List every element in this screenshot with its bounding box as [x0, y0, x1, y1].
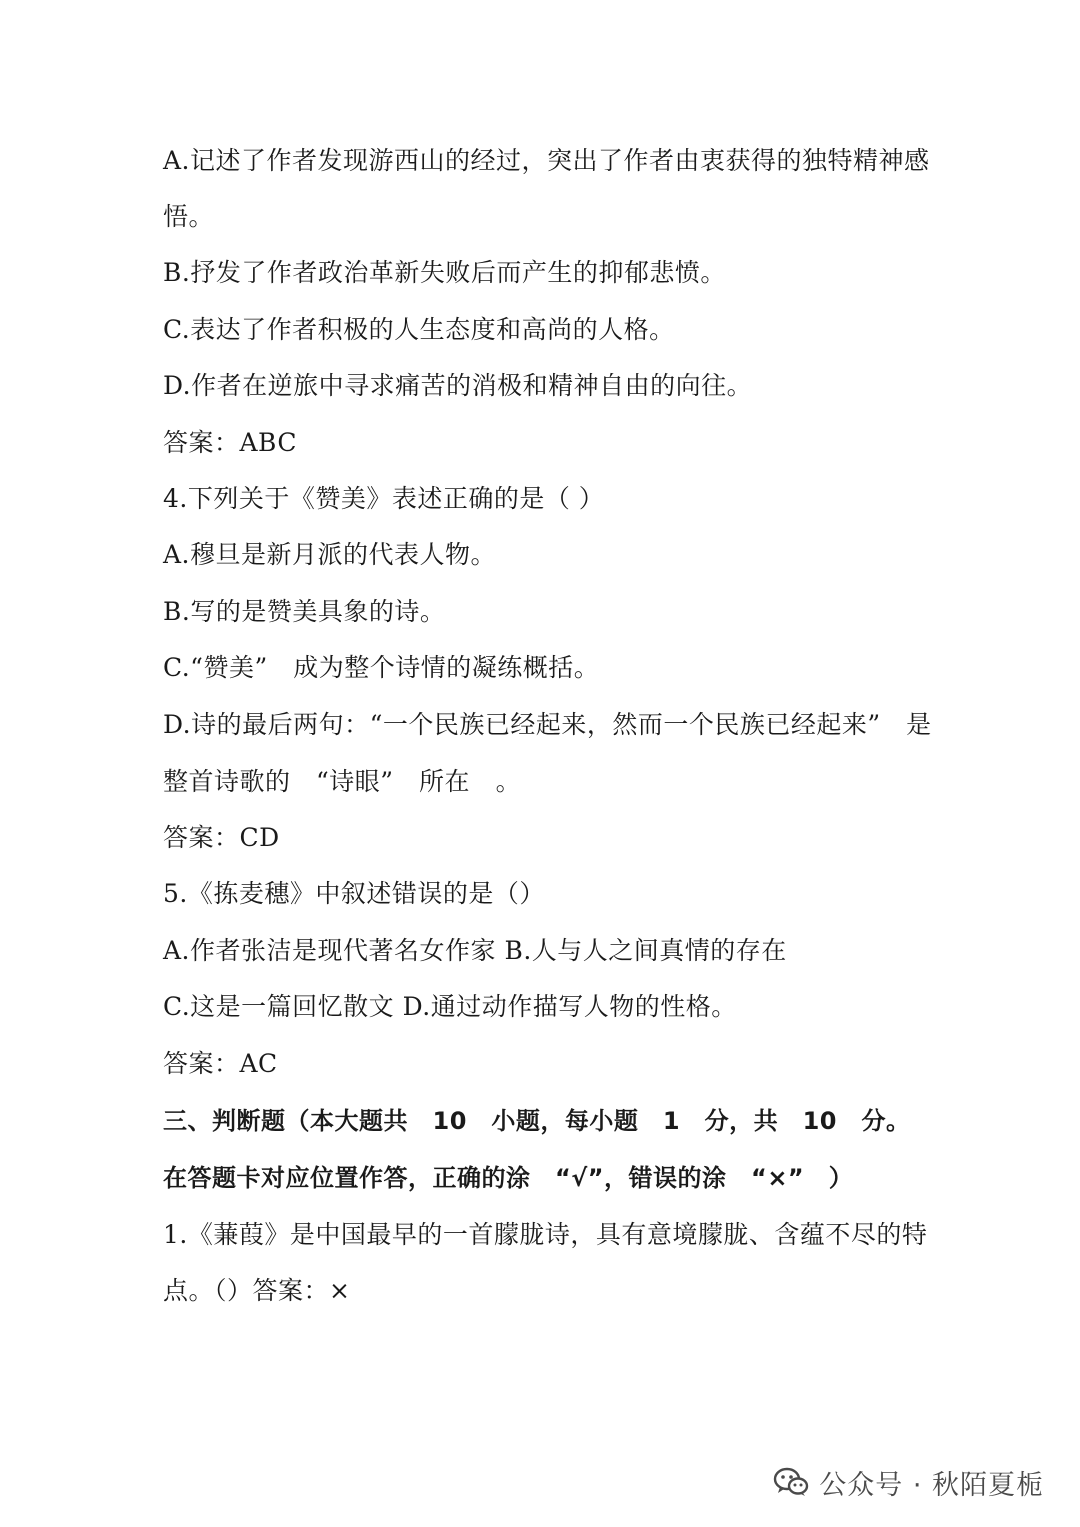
judge-question-1-line-1: 1.《蒹葭》是中国最早的一首朦胧诗，具有意境朦胧、含蕴不尽的特 [163, 1220, 928, 1249]
option-a-line-1: A.记述了作者发现游西山的经过，突出了作者由衷获得的独特精神感 [163, 146, 930, 175]
q4-option-a: A.穆旦是新月派的代表人物。 [163, 540, 497, 569]
watermark-text: 公众号 · 秋陌夏栀 [819, 1469, 1044, 1501]
q5-options-cd: C.这是一篇回忆散文 D.通过动作描写人物的性格。 [163, 992, 737, 1021]
option-c: C.表达了作者积极的人生态度和高尚的人格。 [163, 315, 675, 344]
answer-4: 答案：CD [163, 823, 280, 852]
option-b: B.抒发了作者政治革新失败后而产生的抑郁悲愤。 [163, 258, 726, 287]
question-4: 4.下列关于《赞美》表述正确的是（ ） [163, 484, 605, 513]
q4-option-c: C.“赞美” 成为整个诗情的凝练概括。 [163, 653, 600, 682]
answer-3: 答案：ABC [163, 428, 298, 457]
answer-5: 答案：AC [163, 1049, 278, 1078]
option-d: D.作者在逆旅中寻求痛苦的消极和精神自由的向往。 [163, 371, 753, 400]
q4-option-d-line-1: D.诗的最后两句：“一个民族已经起来，然而一个民族已经起来” 是 [163, 710, 932, 739]
section-heading-line-1: 三、判断题（本大题共 10 小题，每小题 1 分，共 10 分。 [163, 1107, 911, 1135]
q4-option-d-line-2: 整首诗歌的 “诗眼” 所在 。 [163, 767, 522, 796]
q5-options-ab: A.作者张洁是现代著名女作家 B.人与人之间真情的存在 [163, 936, 787, 965]
section-heading-line-2: 在答题卡对应位置作答，正确的涂 “√”，错误的涂 “×” ） [163, 1164, 854, 1192]
q4-option-b: B.写的是赞美具象的诗。 [163, 597, 446, 626]
option-a-line-2: 悟。 [163, 202, 215, 231]
question-5: 5.《拣麦穗》中叙述错误的是（） [163, 879, 545, 908]
watermark [773, 1462, 1044, 1502]
judge-question-1-line-2: 点。（）答案：× [163, 1276, 351, 1305]
wechat-icon [773, 1466, 809, 1498]
